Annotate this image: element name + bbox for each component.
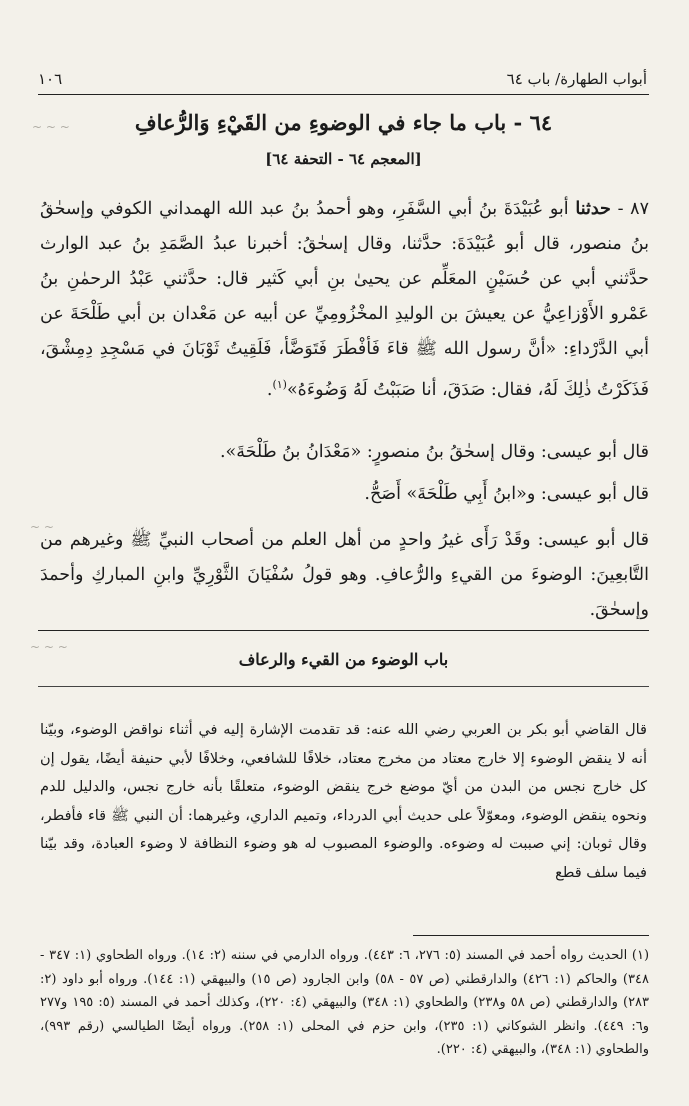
running-head <box>38 60 647 88</box>
hadith-text: ٨٧ - حدثنا أبو عُبَيْدَةَ بنُ أبي السَّفَرِ، وهو أحمدُ بنُ عبد الله الهمداني الكوفي وإسحٰقُ بنُ منصور، قال أبو عُبَيْدَةَ: حدَّثنا، وقال إسحٰقُ: أخبرنا عبدُ الصَّمَدِ بنُ عبد الوارث حدَّثني أبي عن حُسَيْنٍ المعَلِّم عن يحيىٰ بنِ أبي كَثير قال: حدَّثني عَبْدُ الرحمٰنِ بنُ عَمْرو الأَوْزاعِيُّ عن يعيشَ بن الوليدِ المخْزُومِيِّ عن أبيه عن مَعْدان بن أبي طَلْحَةَ عن أبي الدَّرْداءِ: «أنَّ رسول الله ﷺ قاءَ فَأفْطَرَ فَتَوَضَّأ، فَلَقِيتُ ثَوْبَانَ في مَسْجِدِ دِمِشْقَ، فَذَكَرْتُ ذٰلِكَ لَهُ، فقال: صَدَقَ، أنا صَبَبْتُ لَهُ وَضُوءَهُ»$^{(١)}$. <box>40 199 649 400</box>
page-number: ١٠٦ <box>38 70 63 88</box>
note-line-1: قال أبو عيسى: وقال إسحٰقُ بنُ منصورٍ: «مَعْدَانُ بنُ طَلْحَةَ». <box>219 442 649 462</box>
chapter-reference: [المعجم ٦٤ - التحفة ٦٤] <box>265 150 422 168</box>
note-line-3: قال أبو عيسى: وقَدْ رَأَى غيرُ واحدٍ من أهل العلم من أصحاب النبيِّ ﷺ وغيرهم من التَّابعِينَ: الوضوءَ من القيءِ والرُّعافِ. وهو قولُ سُفْيَانَ الثَّوْرِيِّ وابنِ المباركِ وأحمدَ وإسحٰقَ. <box>40 530 649 620</box>
note-line-2: قال أبو عيسى: و«ابنُ أَبِي طَلْحَةَ» أَصَحُّ. <box>364 484 649 504</box>
running-head-title: أبواب الطهارة/ باب ٦٤ <box>506 70 647 88</box>
footnote-ref: (١) <box>272 378 287 391</box>
margin-handwriting: ~ ~ ~ <box>32 120 70 134</box>
footnotes <box>40 944 649 1062</box>
commentary-title: باب الوضوء من القيء والرعاف <box>238 650 449 669</box>
hadith-number: ٨٧ - <box>617 199 649 219</box>
footnote-1: (١) الحديث رواه أحمد في المسند (٥: ٢٧٦، ٦: ٤٤٣). ورواه الدارمي في سننه (٢: ١٤). ورواه الطحاوي (١: ٣٤٧ - ٣٤٨) والحاكم (١: ٤٢٦) والدارقطني (ص ٥٧ - ٥٨) وابن الجارود (ص ١٥) والبيهقي (١: ١٤٤). ورواه أبو داود (٢: ٢٨٣) والدارقطني (ص ٥٨ و٢٣٨) والطحاوي (١: ٣٤٨) والبيهقي (٤: ٢٢٠)، وكذلك أحمد في المسند (٥: ١٩٥ و٢٧٧ و٦: ٤٤٩). وانظر الشوكاني (١: ٢٣٥)، وابن حزم في المحلى (١: ٢٥٨). ورواه أيضًا الطيالسي (رقم ٩٩٣)، والطحاوي (١: ٣٤٨)، والبيهقي (٤: ٢٢٠). <box>40 948 650 1057</box>
chapter-title: ٦٤ - باب ما جاء في الوضوءِ من القَيْءِ وَالرُّعافِ <box>134 110 553 135</box>
section-rule <box>38 630 649 631</box>
footnote-rule <box>413 935 649 936</box>
header-rule <box>38 94 649 95</box>
hadith-keyword: حدثنا <box>575 199 611 219</box>
commentary-title-rule <box>38 686 649 687</box>
margin-handwriting: ~ ~ <box>30 520 54 534</box>
commentary-text: قال القاضي أبو بكر بن العربي رضي الله عنه: قد تقدمت الإشارة إليه في أثناء نواقض الوضوء، وبيّنا أنه لا ينقض الوضوء إلا خارج معتاد من مخرج معتاد، خلافًا للشافعي، وخلافًا لأبي حنيفة أيضًا، يقول إن كل خارج نجس من البدن من أيّ موضع خرج ينقض الوضوء، متعلقًا بأنه خارج نجس، والدليل للدم ونحوه ينقض الوضوء، ومعوّلاً على حديث أبي الدرداء، وتميم الداري، وغيرهما: أن النبي ﷺ قاء فأفطر، وقال ثوبان: إني صببت له وضوءه. والوضوء المصبوب له هو وضوء النظافة لا وضوء العبادة، وقد بيّنا فيما سلف قطع <box>40 722 647 881</box>
margin-handwriting: ~ ~ ~ <box>30 640 68 654</box>
hadith-body: أبو عُبَيْدَةَ بنُ أبي السَّفَرِ، وهو أحمدُ بنُ عبد الله الهمداني الكوفي وإسحٰقُ بنُ منصور، قال أبو عُبَيْدَةَ: حدَّثنا، وقال إسحٰقُ: أخبرنا عبدُ الصَّمَدِ بنُ عبد الوارث حدَّثني أبي عن حُسَيْنٍ المعَلِّم عن يحيىٰ بنِ أبي كَثير قال: حدَّثني عَبْدُ الرحمٰنِ بنُ عَمْرو الأَوْزاعِيُّ عن يعيشَ بن الوليدِ المخْزُومِيِّ عن أبيه عن مَعْدان بن أبي طَلْحَةَ عن أبي الدَّرْداءِ: «أنَّ رسول الله ﷺ قاءَ فَأفْطَرَ فَتَوَضَّأ، فَلَقِيتُ ثَوْبَانَ في مَسْجِدِ دِمِشْقَ، فَذَكَرْتُ ذٰلِكَ لَهُ، فقال: صَدَقَ، أنا صَبَبْتُ لَهُ وَضُوءَهُ» <box>40 199 649 400</box>
